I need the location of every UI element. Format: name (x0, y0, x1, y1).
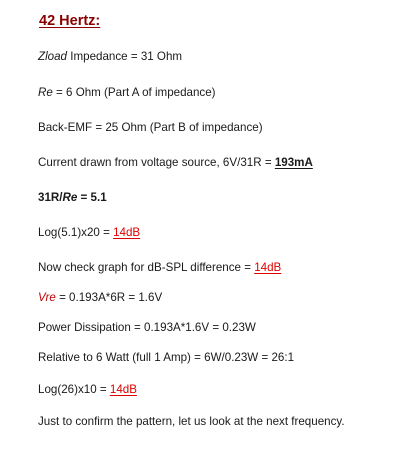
current-value: 193mA (274, 156, 313, 169)
graph-check-text: Now check graph for dB-SPL difference = (38, 261, 255, 274)
re-text: = 6 Ohm (Part A of impedance) (52, 86, 216, 99)
current-drawn-text: Current drawn from voltage source, 6V/31R = (38, 156, 275, 169)
back-emf-line (38, 121, 263, 135)
power-dissipation-text: Power Dissipation = 0.193A*1.6V = 0.23W (38, 321, 256, 334)
ratio-re-variable: Re (62, 191, 78, 204)
log-26-result: 14dB (109, 383, 137, 396)
relative-text: Relative to 6 Watt (full 1 Amp) = 6W/0.23W = 26:1 (38, 351, 295, 364)
re-variable: Re (38, 86, 53, 99)
log-26-text: Log(26)x10 = (38, 383, 110, 396)
vre-variable: Vre (38, 291, 56, 304)
current-drawn-line (38, 156, 313, 170)
relative-line (38, 351, 294, 365)
log-5-1-result: 14dB (113, 226, 141, 239)
re-line (38, 86, 216, 100)
zload-variable: Zload (38, 50, 68, 63)
vre-line (38, 291, 162, 305)
log-5-1-line (38, 226, 140, 240)
back-emf-text: Back-EMF = 25 Ohm (Part B of impedance) (38, 121, 263, 134)
ratio-line (38, 191, 107, 205)
power-dissipation-line (38, 321, 256, 335)
section-heading: 42 Hertz: (39, 13, 101, 29)
ratio-post: = 5.1 (77, 191, 107, 204)
ratio-pre: 31R/ (38, 191, 63, 204)
conclusion-text: Just to confirm the pattern, let us look at the next frequency. (38, 415, 345, 428)
zload-impedance-line (38, 50, 182, 64)
graph-check-result: 14dB (254, 261, 282, 274)
zload-text: Impedance = 31 Ohm (67, 50, 183, 63)
conclusion-line (38, 415, 345, 429)
log-5-1-text: Log(5.1)x20 = (38, 226, 114, 239)
graph-check-line (38, 261, 281, 275)
log-26-line (38, 383, 137, 397)
vre-text: = 0.193A*6R = 1.6V (55, 291, 163, 304)
